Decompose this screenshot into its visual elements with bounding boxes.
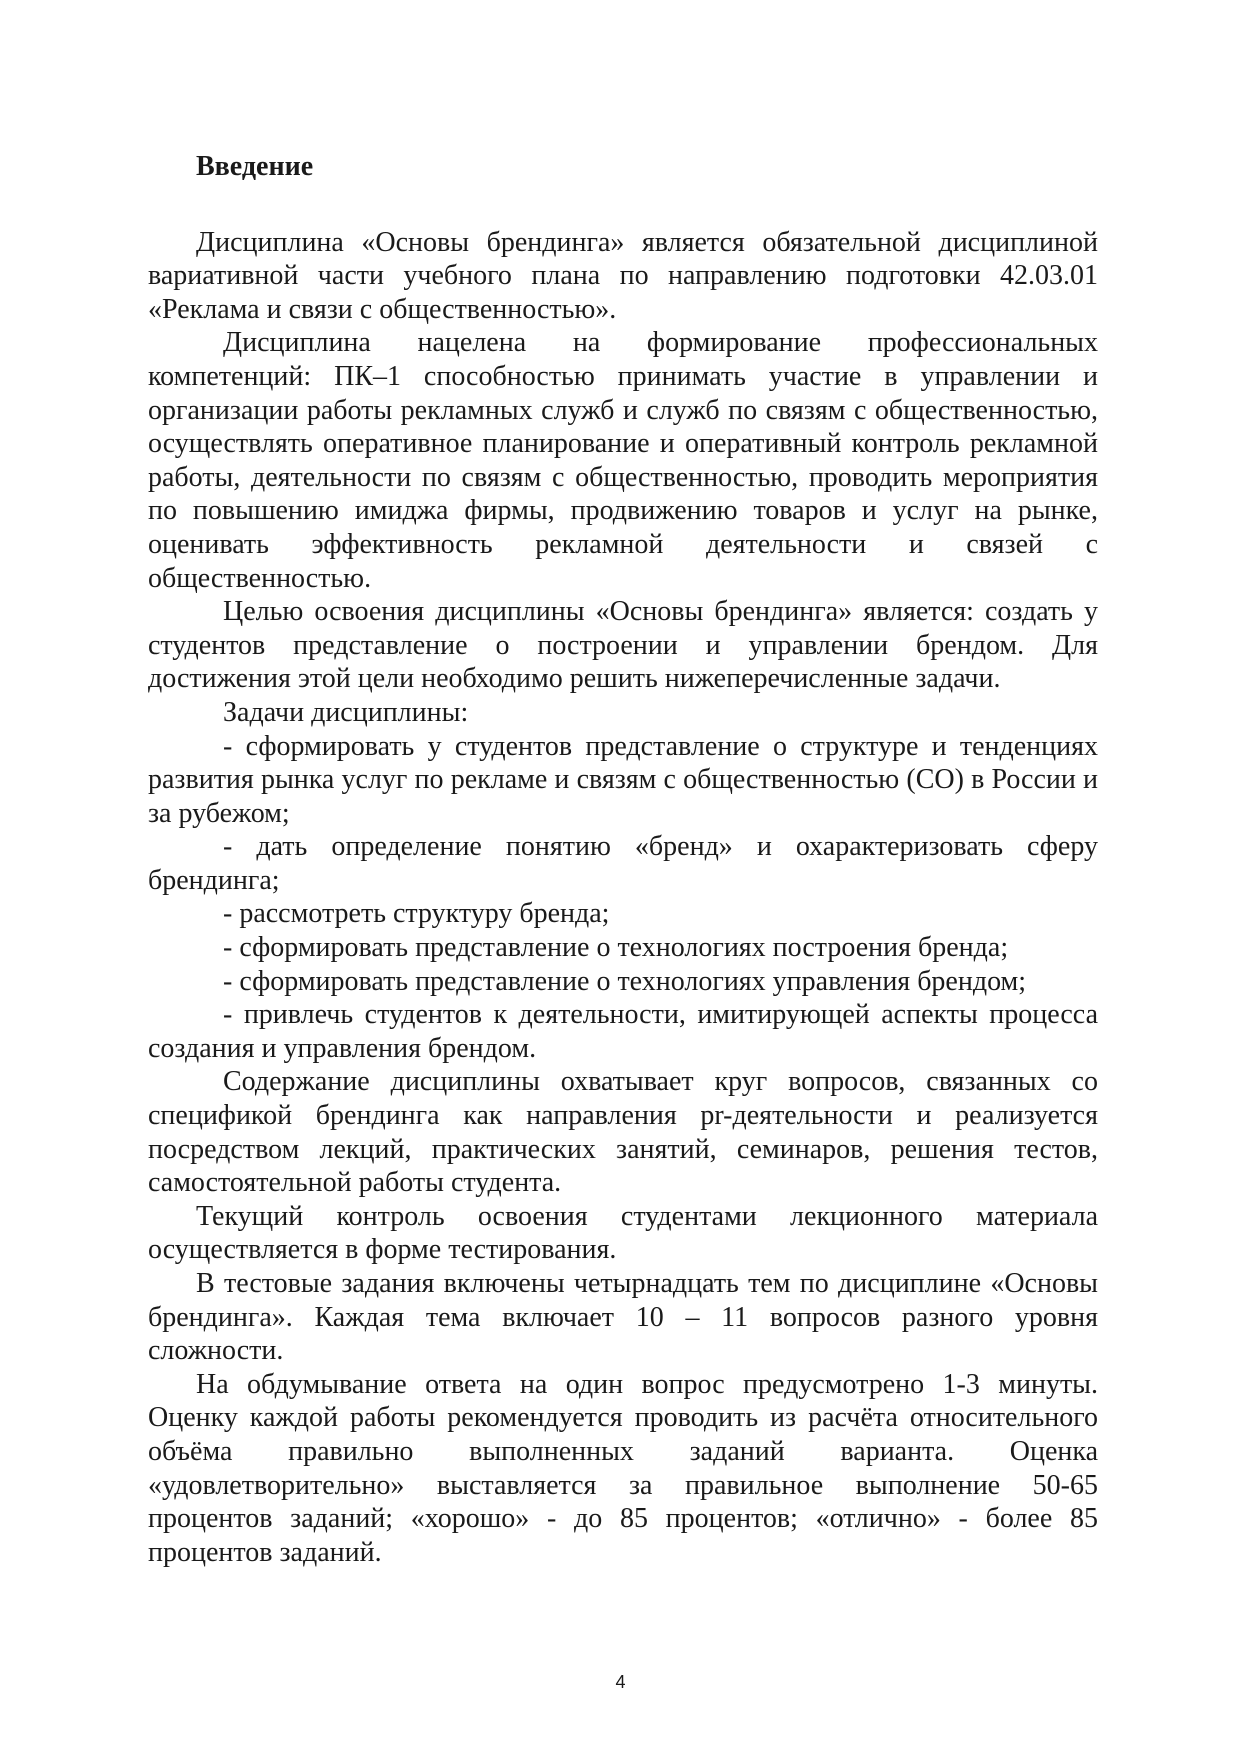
- paragraph-test-tasks: В тестовые задания включены четырнадцать тем по дисциплине «Основы брендинга». Каждая тема включает 10 – 11 вопросов разного уровня сложности.: [148, 1268, 1098, 1367]
- paragraph-goal: Целью освоения дисциплины «Основы брендинга» является: создать у студентов представление о построении и управлении брендом. Для достижения этой цели необходимо решить нижеперечисленные задачи.: [148, 596, 1098, 695]
- page-number: 4: [615, 1672, 626, 1692]
- task-item-brand-management: - сформировать представление о технологиях управления брендом;: [223, 965, 1027, 997]
- task-item-market: - сформировать у студентов представление о структуре и тенденциях развития рынка услуг по рекламе и связям с общественностью (СО) в России и за рубежом;: [148, 730, 1098, 829]
- document-page: [148, 150, 1098, 1569]
- task-item-brand-structure: - рассмотреть структуру бренда;: [223, 898, 610, 930]
- paragraph-content: Содержание дисциплины охватывает круг вопросов, связанных со спецификой брендинга как направления pr-деятельности и реализуется посредством лекций, практических занятий, семинаров, решения тестов, самостоятельной работы студента.: [148, 1066, 1098, 1199]
- heading-spacer: [148, 184, 1098, 226]
- paragraph-grading: На обдумывание ответа на один вопрос предусмотрено 1-3 минуты. Оценку каждой работы рекомендуется проводить из расчёта относительного объёма правильно выполненных заданий варианта. Оценка «удовлетворительно» выставляется за правильное выполнение 50-65 процентов заданий; «хорошо» - до 85 процентов; «отлично» - более 85 процентов заданий.: [148, 1368, 1098, 1568]
- section-heading: Введение: [196, 151, 314, 182]
- paragraph-competencies: Дисциплина нацелена на формирование профессиональных компетенций: ПК–1 способностью принимать участие в управлении и организации работы рекламных служб и служб по связям с общественностью, осуществлять оперативное планирование и оперативный контроль рекламной работы, деятельности по связям с общественностью, проводить мероприятия по повышению имиджа фирмы, продвижению товаров и услуг на рынке, оценивать эффективность рекламной деятельности и связей с общественностью.: [148, 327, 1098, 594]
- paragraph-current-control: Текущий контроль освоения студентами лекционного материала осуществляется в форме тестирования.: [148, 1200, 1098, 1266]
- task-item-brand-building: - сформировать представление о технологиях построения бренда;: [223, 932, 1009, 964]
- task-item-brand-definition: - дать определение понятию «бренд» и охарактеризовать сферу брендинга;: [148, 831, 1098, 896]
- paragraph-tasks-heading: Задачи дисциплины:: [223, 696, 469, 728]
- paragraph-discipline-intro: Дисциплина «Основы брендинга» является обязательной дисциплиной вариативной части учебного плана по направлению подготовки 42.03.01 «Реклама и связи с общественностью».: [148, 226, 1098, 325]
- task-item-student-activity: - привлечь студентов к деятельности, имитирующей аспекты процесса создания и управления брендом.: [148, 999, 1098, 1064]
